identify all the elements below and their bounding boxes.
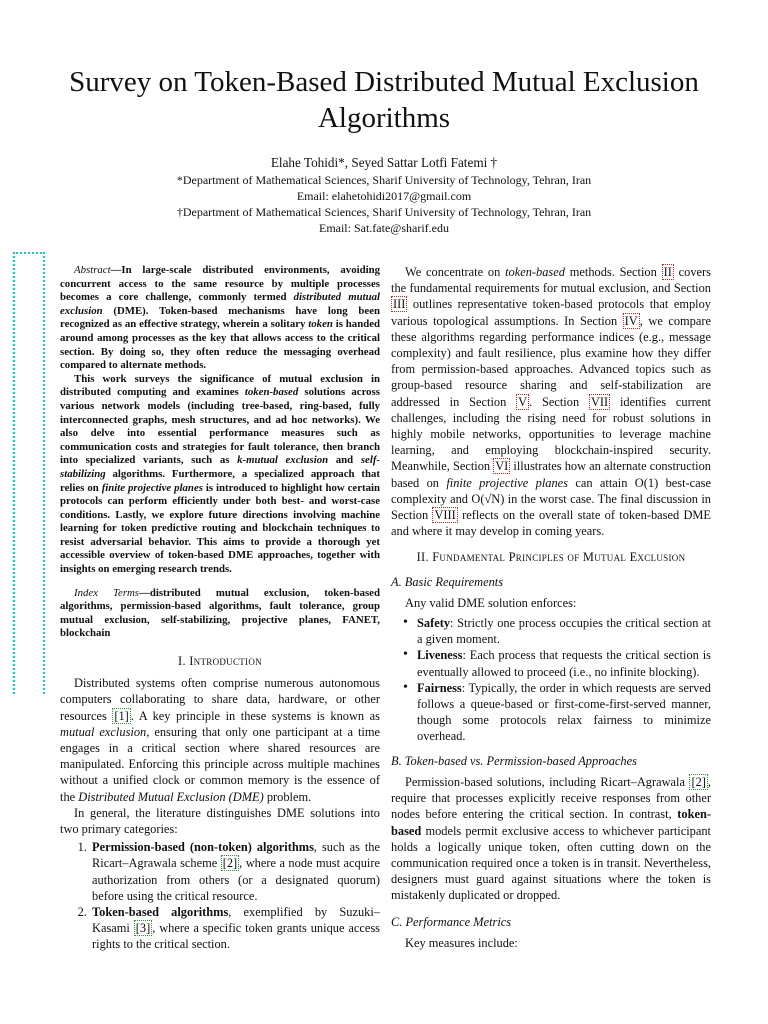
- section-link[interactable]: VIII: [434, 508, 456, 523]
- requirements-lead: Any valid DME solution enforces:: [405, 595, 577, 610]
- email-1: Email: elahetohidi2017@gmail.com: [296, 189, 472, 203]
- abstract-label: Abstract: [74, 264, 111, 276]
- affiliation-1: *Department of Mathematical Sciences, Sharif University of Technology, Tehran, Iran: [176, 173, 592, 187]
- paper-title: Survey on Token-Based Distributed Mutual Exclusion Algorithms: [69, 66, 699, 134]
- list-item: • Fairness: Typically, the order in which requests are served follows a queue-based or first-come-first-served manner, though some protocols relax fairness to minimize overhead.: [417, 680, 711, 745]
- approaches-paragraph: Permission-based solutions, including Ricart–Agrawala [2] , require that processes explicitly receive responses from other nodes before entering the critical section. In contrast, token-based models permit exclusive access to whichever participant holds a logically unique token, often cutting down on the communication required once a token is in transit. Nevertheless, designers must guard against situations where the token is mistakenly duplicated or dropped.: [391, 774, 711, 903]
- section-link[interactable]: VI: [495, 459, 509, 474]
- section-heading-2: II. Fundamental Principles of Mutual Exclusion: [416, 550, 686, 565]
- citation-link[interactable]: [2]: [222, 856, 238, 871]
- abstract: Abstract—In large-scale distributed environments, avoiding concurrent access to the same resource by multiple processes becomes a core challenge, commonly termed distributed mutual exclusion (DME). Token-based mechanisms have long been recognized as an effective strategy, wherein a solitary token is handed around among processes as the key that allows access to the critical section. By doing so, they often reduce the messaging overhead compared to alternate methods.: [60, 264, 381, 372]
- list-item: • Safety: Strictly one process occupies the critical section at a given moment.: [417, 615, 711, 647]
- category-list: [60, 839, 380, 952]
- intro-paragraph-1: Distributed systems often comprise numerous autonomous computers collaborating to share data, hardware, or other resources [1] . A key principle in these systems is known as mutual exclusion, ensuring that only one participant at a time engages in a critical section where shared resources are manipulated. Enforcing this principle across multiple machines without a unified clock or common memory is the essence of the Distributed Mutual Exclusion (DME) problem.: [60, 676, 380, 804]
- citation-link[interactable]: [1]: [114, 708, 129, 723]
- section-link[interactable]: V: [518, 394, 528, 409]
- section-link[interactable]: III: [393, 297, 406, 312]
- subsection-heading-c: C. Performance Metrics: [391, 914, 512, 929]
- subsection-heading-b: B. Token-based vs. Permission-based Approaches: [391, 753, 637, 768]
- index-terms: Index Terms—distributed mutual exclusion, token-based algorithms, permission-based algorithms, fault tolerance, group mutual exclusion, self-stabilizing, projective planes, FANET, blockchain: [60, 586, 380, 640]
- author-list: Elahe Tohidi*, Seyed Sattar Lotfi Fatemi †: [270, 155, 498, 170]
- list-item: • Liveness: Each process that requests the critical section is eventually allowed to proceed (i.e., no infinite blocking).: [417, 647, 711, 679]
- affiliation-2: †Department of Mathematical Sciences, Sharif University of Technology, Tehran, Iran: [176, 205, 592, 219]
- email-2: Email: Sat.fate@sharif.edu: [318, 221, 449, 235]
- right-column: [391, 264, 711, 951]
- subsection-heading-a: A. Basic Requirements: [391, 574, 504, 589]
- intro-paragraph-3: We concentrate on token-based methods. Section II covers the fundamental requirements for mutual exclusion, and Section III outlines representative token-based protocols that employ various topological assumptions. In Section IV , we compare these algorithms regarding performance indices (e.g., message complexity) and fault resilience, plus examine how they differ from permission-based approaches. Advanced topics such as group-based resource sharing and self-stabilization are addressed in Section V . Section VII identifies current challenges, including the rising need for robust solutions in highly mobile networks, opportunities to leverage machine learning, and employing blockchain-inspired security. Meanwhile, Section VI illustrates how an alternate construction based on finite projective planes can attain O(1) best-case complexity and O(√N) in the worst case. The final discussion in Section VIII reflects on the overall state of token-based DME and where it may develop in coming years.: [391, 265, 711, 539]
- index-terms-label: Index Terms: [74, 586, 140, 599]
- section-link[interactable]: VII: [590, 394, 609, 409]
- metrics-lead: Key measures include:: [405, 935, 518, 950]
- annotation-box-right: [43, 252, 45, 694]
- section-link[interactable]: IV: [624, 313, 638, 328]
- list-item: 1. Permission-based (non-token) algorithms, such as the Ricart–Agrawala scheme [2] , where a node must acquire authorization from others (or a designated quorum) before using the critical resource.: [90, 839, 380, 904]
- citation-link[interactable]: [2]: [691, 774, 706, 789]
- abstract-paragraph-2: This work surveys the significance of mutual exclusion in distributed computing and examines token-based solutions across various network models (including tree-based, ring-based, fully interconnected graphs, mesh structures, and ad hoc networks). We also delve into essential performance measures such as communication costs and strategies for fault tolerance, then branch into specialized variants, such as k-mutual exclusion and self-stabilizing algorithms. Furthermore, a specialized approach that relies on finite projective planes is introduced to highlight how certain protocols can perform efficiently under both best- and worst-case conditions. Lastly, we explore future directions involving machine learning for token predictive routing and blockchain techniques to resist adversarial behavior. This aims to provide a thorough yet accessible overview of token-based DME approaches, together with insights on emerging research trends.: [60, 372, 381, 576]
- list-item: 2. Token-based algorithms, exemplified by Suzuki–Kasami [3] , where a specific token grants unique access rights to the critical section.: [90, 904, 380, 953]
- citation-link[interactable]: [3]: [135, 921, 151, 936]
- annotation-box-left: [13, 252, 47, 694]
- intro-paragraph-2: In general, the literature distinguishes DME solutions into two primary categories:: [60, 805, 380, 837]
- section-heading-intro: I. Introduction: [178, 654, 262, 669]
- left-column: [60, 264, 380, 953]
- section-link[interactable]: II: [663, 265, 672, 279]
- requirements-list: [391, 615, 711, 745]
